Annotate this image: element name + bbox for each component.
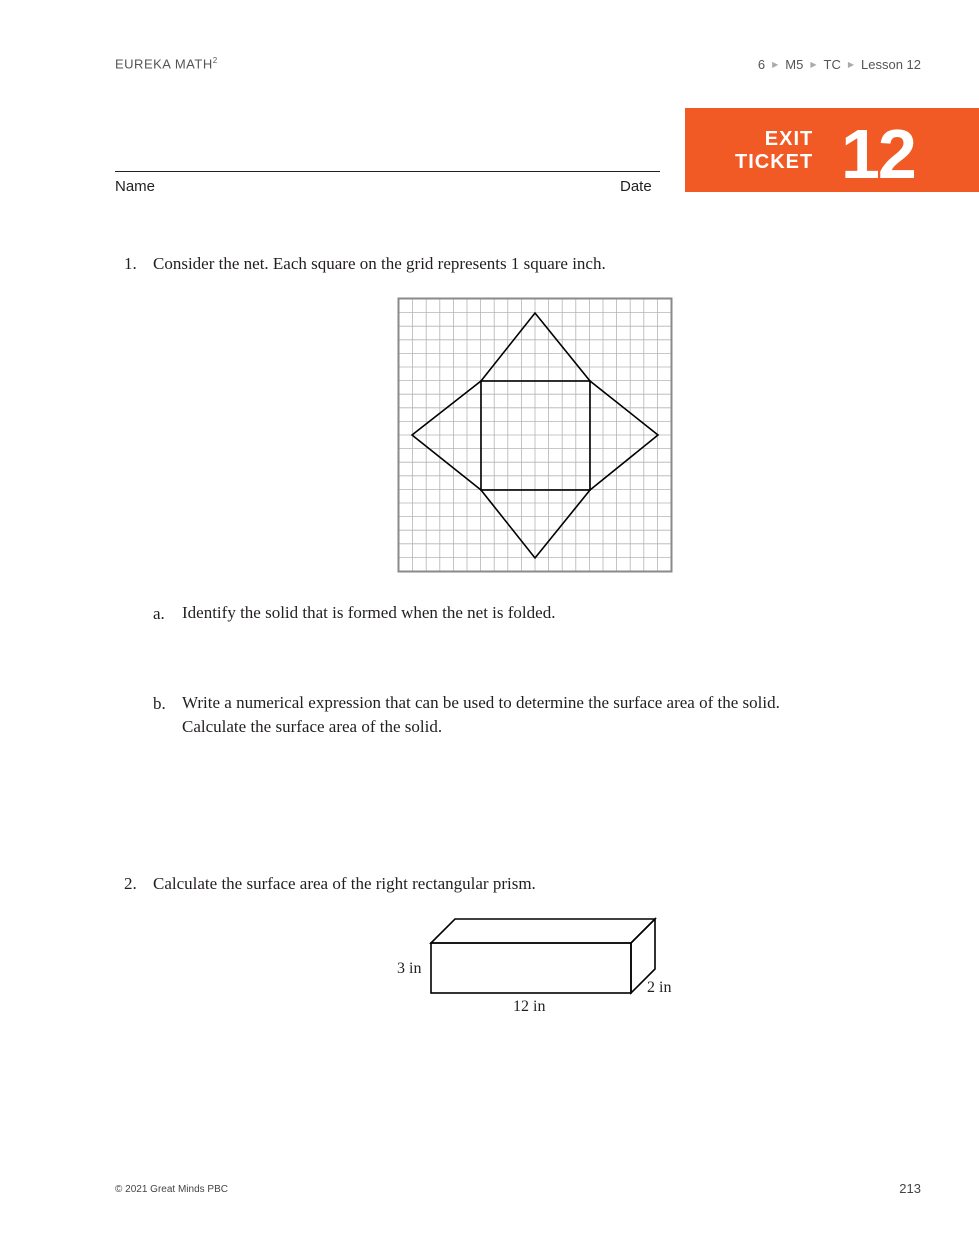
problem1a-label: a. <box>153 604 165 623</box>
net-triangle-top <box>481 313 590 381</box>
problem2-number: 2. <box>124 874 137 893</box>
problem1b-label: b. <box>153 694 166 713</box>
prism-figure <box>380 910 700 1030</box>
prism-length-label: 12 in <box>513 998 546 1015</box>
prism-depth-label: 2 in <box>647 979 672 996</box>
problem1-number: 1. <box>124 254 137 273</box>
exit-ticket-number: 12 <box>841 115 915 193</box>
breadcrumb-separator-icon: ▶ <box>847 60 854 69</box>
problem1b-line1: Write a numerical expression that can be used to determine the surface area of the solid. <box>182 693 780 712</box>
problem1a-text: Identify the solid that is formed when the net is folded. <box>182 603 556 622</box>
problem1b-line2: Calculate the surface area of the solid. <box>182 717 443 736</box>
net-grid <box>399 299 671 571</box>
brand-logo <box>115 56 218 71</box>
exit-ticket-line2: TICKET <box>735 151 814 173</box>
prism-height-label: 3 in <box>397 960 422 977</box>
exit-ticket-badge <box>685 108 979 192</box>
breadcrumb <box>758 57 921 72</box>
page-number: 213 <box>899 1181 921 1196</box>
breadcrumb-separator-icon: ▶ <box>772 60 779 69</box>
footer-copyright: © 2021 Great Minds PBC <box>115 1184 228 1195</box>
name-date-line[interactable] <box>115 171 660 172</box>
net-figure <box>396 296 674 574</box>
problem1-text: Consider the net. Each square on the grid represents 1 square inch. <box>153 254 606 273</box>
breadcrumb-lesson: Lesson 12 <box>861 57 921 72</box>
problem1b-text <box>182 691 780 739</box>
net-triangle-left <box>412 381 481 490</box>
net-triangle-right <box>590 381 658 490</box>
exit-ticket-words <box>735 128 813 174</box>
breadcrumb-module: M5 <box>785 57 804 72</box>
net-triangle-bottom <box>481 490 590 558</box>
prism-front-face <box>431 943 631 993</box>
brand-name: EUREKA MATH <box>115 56 213 72</box>
prism-top-face <box>431 919 655 943</box>
exit-ticket-line1: EXIT <box>764 128 814 150</box>
date-label: Date <box>620 178 652 195</box>
brand-superscript: 2 <box>212 56 218 65</box>
breadcrumb-separator-icon: ▶ <box>810 60 817 69</box>
breadcrumb-topic: TC <box>823 57 841 72</box>
breadcrumb-grade: 6 <box>757 57 766 72</box>
name-label: Name <box>115 178 156 195</box>
net-square-base <box>481 381 590 490</box>
problem2-text: Calculate the surface area of the right rectangular prism. <box>153 874 536 893</box>
